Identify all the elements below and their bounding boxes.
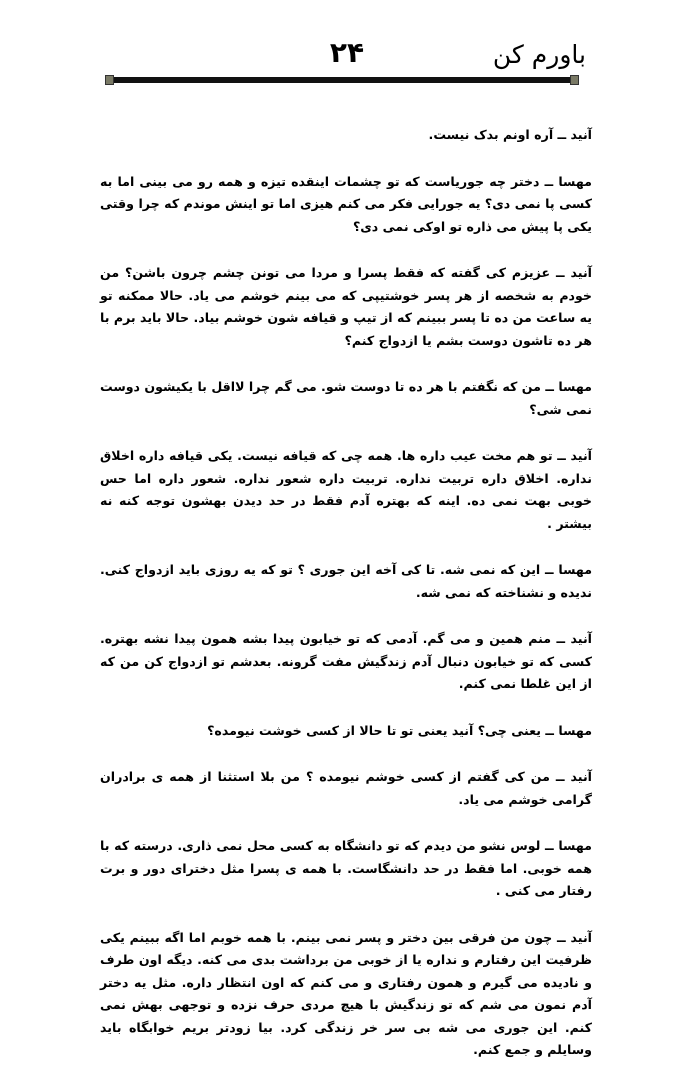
- speaker-name: آنید ــ: [550, 265, 592, 280]
- speaker-name: آنید ــ: [553, 448, 592, 463]
- dialogue-text: این که نمی شه. تا کی آخه این جوری ؟ تو که یه روزی باید ازدواج کنی. ندیده و نشناخته که نمی شه.: [100, 562, 592, 600]
- speaker-name: آنید ــ: [551, 631, 592, 646]
- speaker-name: مهسا ــ: [541, 379, 592, 394]
- divider-end-ornament-right: [570, 75, 579, 85]
- dialogue-text: لوس نشو من دیدم که تو دانشگاه به کسی محل نمی ذاری. درسته که با همه خوبی. اما فقط در حد دانشگاست. با همه ی پسرا مثل دخترای دور و برت رفتار می کنی .: [100, 838, 592, 898]
- dialogue-text: تو هم مخت عیب داره ها. همه چی که قیافه نیست. یکی قیافه داره اخلاق نداره. اخلاق داره تربیت نداره. تربیت داره شعور نداره. شعور داره اما حس خوبی بهت نمی ده. اینه که بهتره آدم فقط در حد دیدن بهشون توجه کنه نه بیشتر .: [100, 448, 592, 531]
- header-divider: [105, 77, 579, 83]
- dialogue-text: یعنی چی؟ آنید یعنی تو تا حالا از کسی خوشت نیومده؟: [207, 722, 541, 738]
- dialogue-paragraph: [100, 628, 592, 696]
- dialogue-paragraph: [100, 766, 592, 811]
- dialogue-paragraph: [100, 927, 592, 1062]
- speaker-name: مهسا ــ: [540, 174, 592, 189]
- speaker-name: آنید ــ: [553, 127, 592, 142]
- dialogue-text: دختر چه جوریاست که تو چشمات اینقده تیزه و همه رو می بینی اما به کسی پا نمی دی؟ یه جورایی فکر می کنم هیزی اما تو اینش موندم که چرا وقتی یکی پا پیش می ذاره تو اوکی نمی دی؟: [100, 173, 592, 234]
- dialogue-paragraph: [100, 835, 592, 903]
- dialogue-paragraph: [100, 720, 592, 743]
- dialogue-paragraph: [100, 559, 592, 604]
- dialogue-text: عزیزم کی گفته که فقط پسرا و مردا می تونن چشم چرون باشن؟ من خودم به شخصه از هر پسر خوشتیپی که می بینم خوشم می یاد. حالا ممکنه تو یه ساعت من ده تا پسر ببینم که از تیپ و قیافه شون خوشم بیاد. حالا باید برم با هر ده تاشون دوست بشم یا ازدواج کنم؟: [100, 265, 592, 348]
- dialogue-text: من که نگفتم با هر ده تا دوست شو. می گم چرا لااقل با یکیشون دوست نمی شی؟: [100, 379, 592, 417]
- page-header: [0, 0, 692, 100]
- speaker-name: آنید ــ: [552, 930, 592, 945]
- dialogue-paragraph: [100, 445, 592, 535]
- dialogue-text: چون من فرقی بین دختر و پسر نمی بینم. با همه خوبم اما اگه ببینم یکی ظرفیت این رفتارم و نداره یا از خوبی من برداشت بدی می کنه. دیگه اون طرف و نادیده می گیرم و همون رفتاری و می کنم که اون انتظار داره. مثل یه دختر آدم نمون می شم که تو زندگیش با هیچ مردی حرف نزده و توجهی بهش نمی کنم. این جوری می شه بی سر خر زندگی کرد. بیا زودتر بریم خوابگاه باید وسایلم و جمع کنم.: [100, 929, 592, 1057]
- speaker-name: مهسا ــ: [540, 562, 592, 577]
- dialogue-paragraph: [100, 171, 592, 239]
- dialogue-text: منم همین و می گم. آدمی که تو خیابون پیدا بشه همون پیدا نشه بهتره. کسی که تو خیابون دنبال آدم زندگیش مفت گرونه. بعدشم تو ازدواج کن من که از این غلطا نمی کنم.: [100, 631, 592, 691]
- speaker-name: آنید ــ: [550, 769, 592, 784]
- dialogue-text: من کی گفتم از کسی خوشم نیومده ؟ من بلا استثنا از همه ی برادران گرامی خوشم می یاد.: [100, 769, 592, 807]
- page-number: ۲۴: [329, 36, 365, 69]
- speaker-name: مهسا ــ: [540, 838, 592, 853]
- dialogue-paragraph: [100, 262, 592, 352]
- speaker-name: مهسا ــ: [541, 723, 592, 738]
- book-title: باورم کن: [492, 40, 586, 69]
- dialogue-paragraph: [100, 376, 592, 421]
- divider-end-ornament-left: [105, 75, 114, 85]
- dialogue-body: [100, 124, 592, 1086]
- dialogue-text: آره اونم بدک نیست.: [428, 127, 554, 142]
- dialogue-paragraph: [100, 124, 592, 147]
